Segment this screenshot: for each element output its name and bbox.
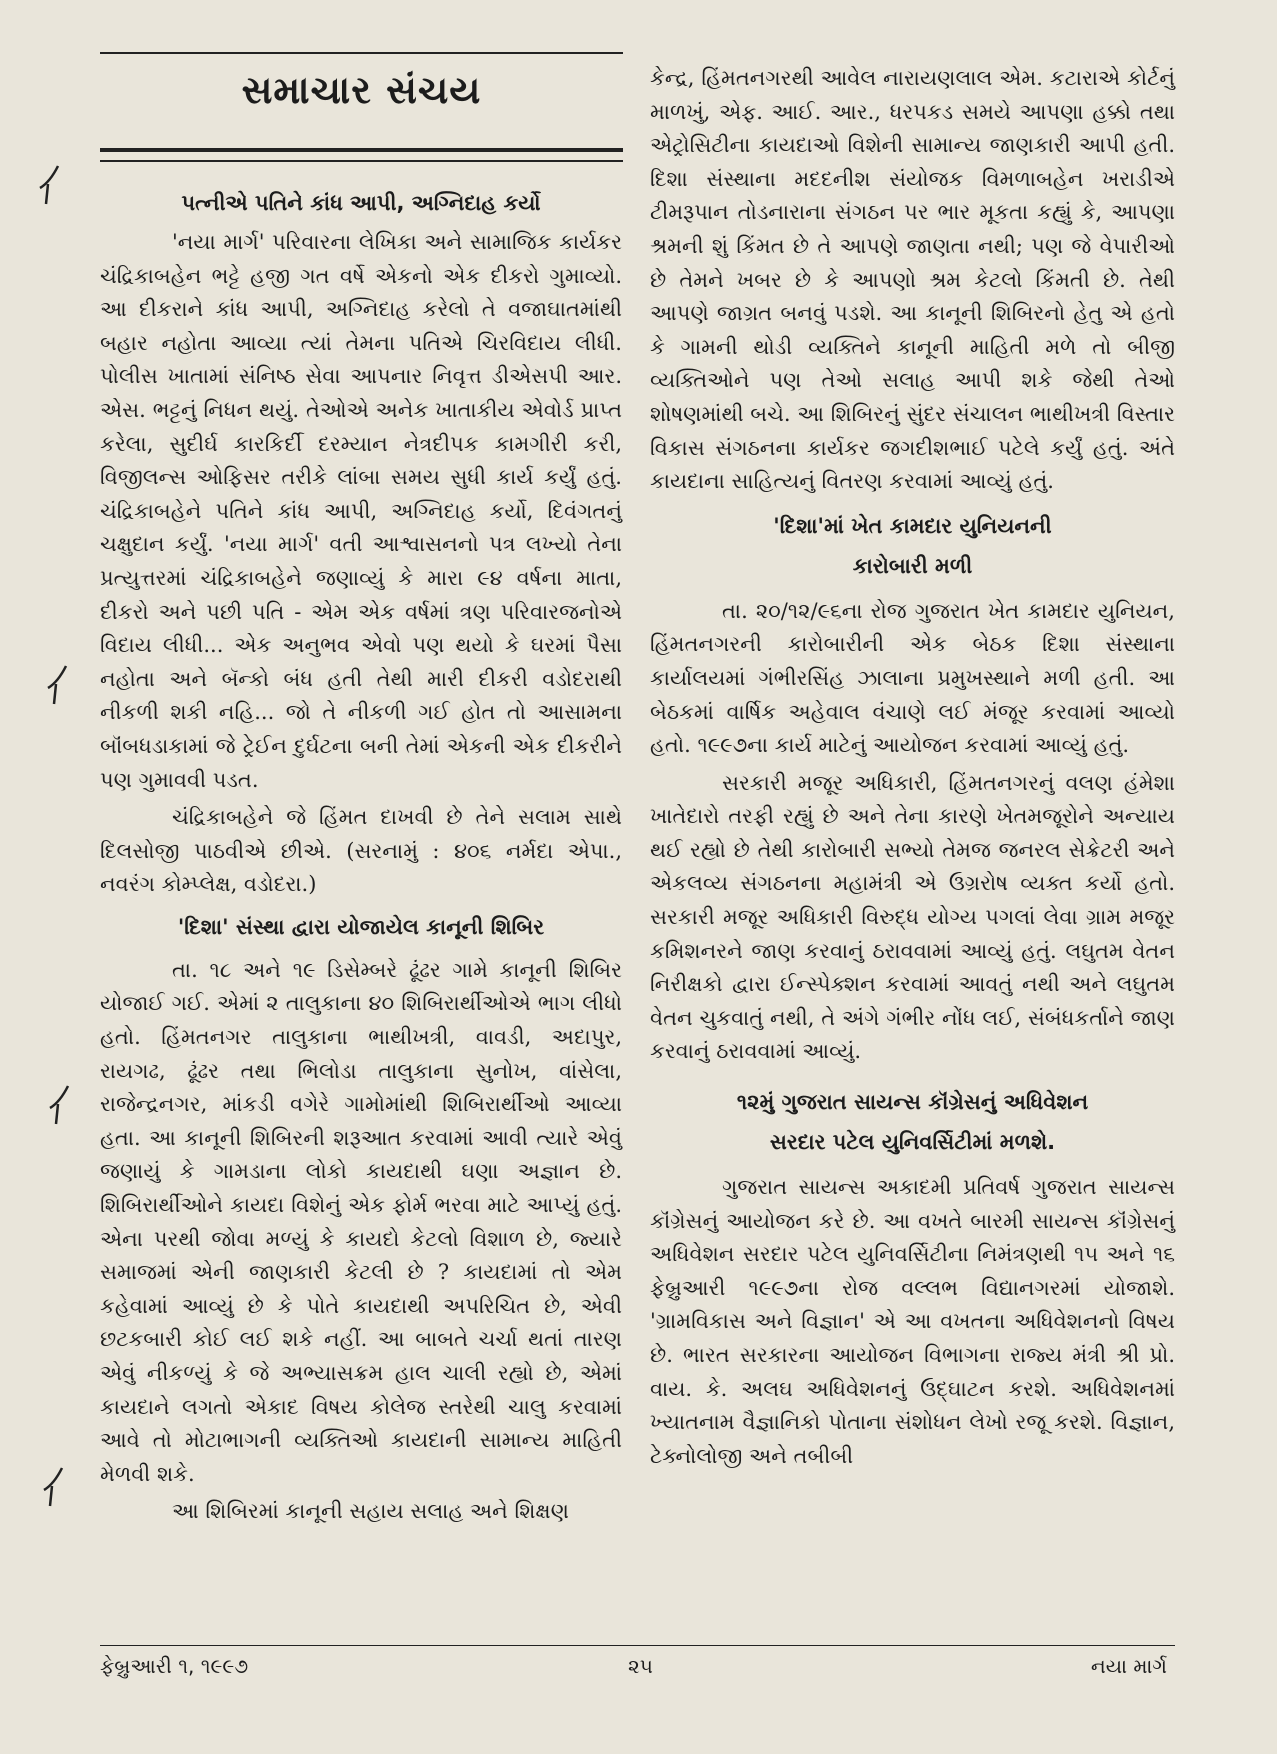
article-2-continued: કેન્દ્ર, હિંમતનગરથી આવેલ નારાયણલાલ એમ. કટારાએ કોર્ટનું માળખું, એફ. આઈ. આર., ધરપકડ સમયે આપણા હક્કો તથા એટ્રોસિટીના કાયદાઓ વિશેની સામાન્ય જાણકારી આપી હતી. દિશા સંસ્થાના મદદનીશ સંયોજક વિમળાબહેન ખરાડીએ ટીમરૂપાન તોડનારાના સંગઠન પર ભાર મૂકતા કહ્યું કે, આપણા શ્રમની શું કિંમત છે તે આપણે જાણતા નથી; પણ જે વેપારીઓ છે તેમને ખબર છે કે આપણો શ્રમ કેટલો કિંમતી છે. તેથી આપણે જાગ્રત બનવું પડશે. આ કાનૂની શિબિરનો હેતુ એ હતો કે ગામની થોડી વ્યક્તિને કાનૂની માહિતી મળે તો બીજી વ્યક્તિઓને પણ તેઓ સલાહ આપી શકે જેથી તેઓ શોષણમાંથી બચે. આ શિબિરનું સુંદર સંચાલન ભાથીખત્રી વિસ્તાર વિકાસ સંગઠનના કાર્યકર જગદીશભાઈ પટેલે કર્યું હતું. અંતે કાયદાના સાહિત્યનું વિતરણ કરવામાં આવ્યું હતું. <box>650 66 1175 494</box>
masthead-double-rule <box>100 148 623 162</box>
article-3-paragraph-1: તા. ૨૦/૧૨/૯૬ના રોજ ગુજરાત ખેત કામદાર યુનિયન, હિંમતનગરની કારોબારીની એક બેઠક દિશા સંસ્થાના કાર્યાલયમાં ગંભીરસિંહ ઝાલાના પ્રમુખસ્થાને મળી હતી. આ બેઠકમાં વાર્ષિક અહેવાલ વંચાણે લઈ મંજૂર કરવામાં આવ્યો હતો. ૧૯૯૭ના કાર્ય માટેનું આયોજન કરવામાં આવ્યું હતું. <box>650 598 1175 758</box>
footer-date: ફેબ્રુઆરી ૧, ૧૯૯૭ <box>100 1654 249 1678</box>
right-column <box>650 62 1175 1473</box>
top-rule <box>100 52 623 54</box>
margin-tick-mark <box>40 1462 66 1512</box>
article-heading-3-line-2: કારોબારી મળી <box>852 553 973 578</box>
footer-rule <box>100 1645 1175 1646</box>
article-heading-1: પત્નીએ પતિને કાંધ આપી, અગ્નિદાહ કર્યો <box>181 191 541 215</box>
page-footer <box>100 1645 1175 1688</box>
article-1-paragraph-2: ચંદ્રિકાબહેને જે હિંમત દાખવી છે તેને સલામ સાથે દિલસોજી પાઠવીએ છીએ. (સરનામું : ૪૦૬ નર્મદા એપા., નવરંગ કોમ્પ્લેક્ષ, વડોદરા.) <box>100 805 622 897</box>
margin-tick-mark <box>46 1080 72 1130</box>
margin-tick-mark <box>36 160 62 210</box>
margin-tick-mark <box>44 660 70 710</box>
article-1-paragraph-1: 'નયા માર્ગ' પરિવારના લેખિકા અને સામાજિક કાર્યકર ચંદ્રિકાબહેન ભટ્ટે હજી ગત વર્ષે એકનો એક દીકરો ગુમાવ્યો. આ દીકરાને કાંધ આપી, અગ્નિદાહ કરેલો તે વજાઘાતમાંથી બહાર નહોતા આવ્યા ત્યાં તેમના પતિએ ચિરવિદાય લીધી. પોલીસ ખાતામાં સંનિષ્ઠ સેવા આપનાર નિવૃત્ત ડીએસપી આર. એસ. ભટ્ટનું નિધન થયું. તેઓએ અનેક ખાતાકીય એવોર્ડ પ્રાપ્ત કરેલા, સુદીર્ઘ કારકિર્દી દરમ્યાન નેત્રદીપક કામગીરી કરી, વિજીલન્સ ઓફિસર તરીકે લાંબા સમય સુધી કાર્ય કર્યું હતું. ચંદ્રિકાબહેને પતિને કાંધ આપી, અગ્નિદાહ કર્યો, દિવંગતનું ચક્ષુદાન કર્યું. 'નયા માર્ગ' વતી આશ્વાસનનો પત્ર લખ્યો તેના પ્રત્યુત્તરમાં ચંદ્રિકાબહેને જણાવ્યું કે મારા ૯૪ વર્ષના માતા, દીકરો અને પછી પતિ - એમ એક વર્ષમાં ત્રણ પરિવારજનોએ વિદાય લીધી... એક અનુભવ એવો પણ થયો કે ઘરમાં પૈસા નહોતા અને બૅન્કો બંધ હતી તેથી મારી દીકરી વડોદરાથી નીકળી શકી નહિ... જો તે નીકળી ગઈ હોત તો આસામના બૉંબધડાકામાં જે ટ્રેઈન દુર્ઘટના બની તેમાં એકની એક દીકરીને પણ ગુમાવવી પડત. <box>100 230 622 792</box>
article-heading-2: 'દિશા' સંસ્થા દ્વારા યોજાયેલ કાનૂની શિબિર <box>177 914 545 939</box>
article-3-paragraph-2: સરકારી મજૂર અધિકારી, હિંમતનગરનું વલણ હંમેશા ખાતેદારો તરફી રહ્યું છે અને તેના કારણે ખેતમજૂરોને અન્યાય થઈ રહ્યો છે તેથી કારોબારી સભ્યો તેમજ જનરલ સેક્રેટરી અને એકલવ્ય સંગઠનના મહામંત્રી એ ઉગ્રરોષ વ્યક્ત કર્યો હતો. સરકારી મજૂર અધિકારી વિરુદ્ધ યોગ્ય પગલાં લેવા ગ્રામ મજૂર કમિશનરને જાણ કરવાનું ઠરાવવામાં આવ્યું હતું. લઘુતમ વેતન નિરીક્ષકો દ્વારા ઈન્સ્પેક્શન કરવામાં આવતું નથી અને લઘુતમ વેતન ચુકવાતું નથી, તે અંગે ગંભીર નોંધ લઈ, સંબંધકર્તાને જાણ કરવાનું ઠરાવવામાં આવ્યું. <box>650 770 1175 1064</box>
left-column <box>100 186 622 1529</box>
article-2-paragraph-1: તા. ૧૮ અને ૧૯ ડિસેમ્બરે ઢૂંઢર ગામે કાનૂની શિબિર યોજાઈ ગઈ. એમાં ૨ તાલુકાના ૪૦ શિબિરાર્થીઓએ ભાગ લીધો હતો. હિંમતનગર તાલુકાના ભાથીખત્રી, વાવડી, અદાપુર, રાયગઢ, ઢૂંઢર તથા ભિલોડા તાલુકાના સુનોખ, વાંસેલા, રાજેન્દ્રનગર, માંકડી વગેરે ગામોમાંથી શિબિરાર્થીઓ આવ્યા હતા. આ કાનૂની શિબિરની શરૂઆત કરવામાં આવી ત્યારે એવું જણાયું કે ગામડાના લોકો કાયદાથી ઘણા અજ્ઞાન છે. શિબિરાર્થીઓને કાયદા વિશેનું એક ફોર્મ ભરવા માટે આપ્યું હતું. એના પરથી જોવા મળ્યું કે કાયદો કેટલો વિશાળ છે, જ્યારે સમાજમાં એની જાણકારી કેટલી છે ? કાયદામાં તો એમ કહેવામાં આવ્યું છે કે પોતે કાયદાથી અપરિચિત છે, એવી છટકબારી કોઈ લઈ શકે નહીં. આ બાબતે ચર્ચા થતાં તારણ એવું નીકળ્યું કે જે અભ્યાસક્રમ હાલ ચાલી રહ્યો છે, એમાં કાયદાને લગતો એકાદ વિષય કોલેજ સ્તરેથી ચાલુ કરવામાં આવે તો મોટાભાગની વ્યક્તિઓ કાયદાની સામાન્ય માહિતી મેળવી શકે. <box>100 957 622 1486</box>
article-2-paragraph-2: આ શિબિરમાં કાનૂની સહાય સલાહ અને શિક્ષણ <box>172 1499 569 1524</box>
section-masthead: સમાચાર સંચય <box>241 68 482 112</box>
magazine-name: નયા માર્ગ <box>1090 1654 1167 1678</box>
article-4-paragraph-1: ગુજરાત સાયન્સ અકાદમી પ્રતિવર્ષ ગુજરાત સાયન્સ કૉંગ્રેસનું આયોજન કરે છે. આ વખતે બારમી સાયન્સ કૉંગ્રેસનું અધિવેશન સરદાર પટેલ યુનિવર્સિટીના નિમંત્રણથી ૧૫ અને ૧૬ ફેબ્રુઆરી ૧૯૯૭ના રોજ વલ્લભ વિદ્યાનગરમાં યોજાશે. 'ગ્રામવિકાસ અને વિજ્ઞાન' એ આ વખતના અધિવેશનનો વિષય છે. ભારત સરકારના આયોજન વિભાગના રાજ્ય મંત્રી શ્રી પ્રો. વાય. કે. અલઘ અધિવેશનનું ઉદ્ઘાટન કરશે. અધિવેશનમાં ખ્યાતનામ વૈજ્ઞાનિકો પોતાના સંશોધન લેખો રજૂ કરશે. વિજ્ઞાન, ટેક્નોલોજી અને તબીબી <box>650 1175 1175 1468</box>
page-number: ૨૫ <box>628 1654 653 1678</box>
article-heading-4-line-1: ૧૨મું ગુજરાત સાયન્સ કૉંગ્રેસનું અધિવેશન <box>736 1090 1089 1115</box>
article-heading-3-line-1: 'દિશા'માં ખેત કામદાર યુનિયનની <box>773 513 1052 538</box>
article-heading-4-line-2: સરદાર પટેલ યુનિવર્સિટીમાં મળશે. <box>769 1130 1056 1155</box>
